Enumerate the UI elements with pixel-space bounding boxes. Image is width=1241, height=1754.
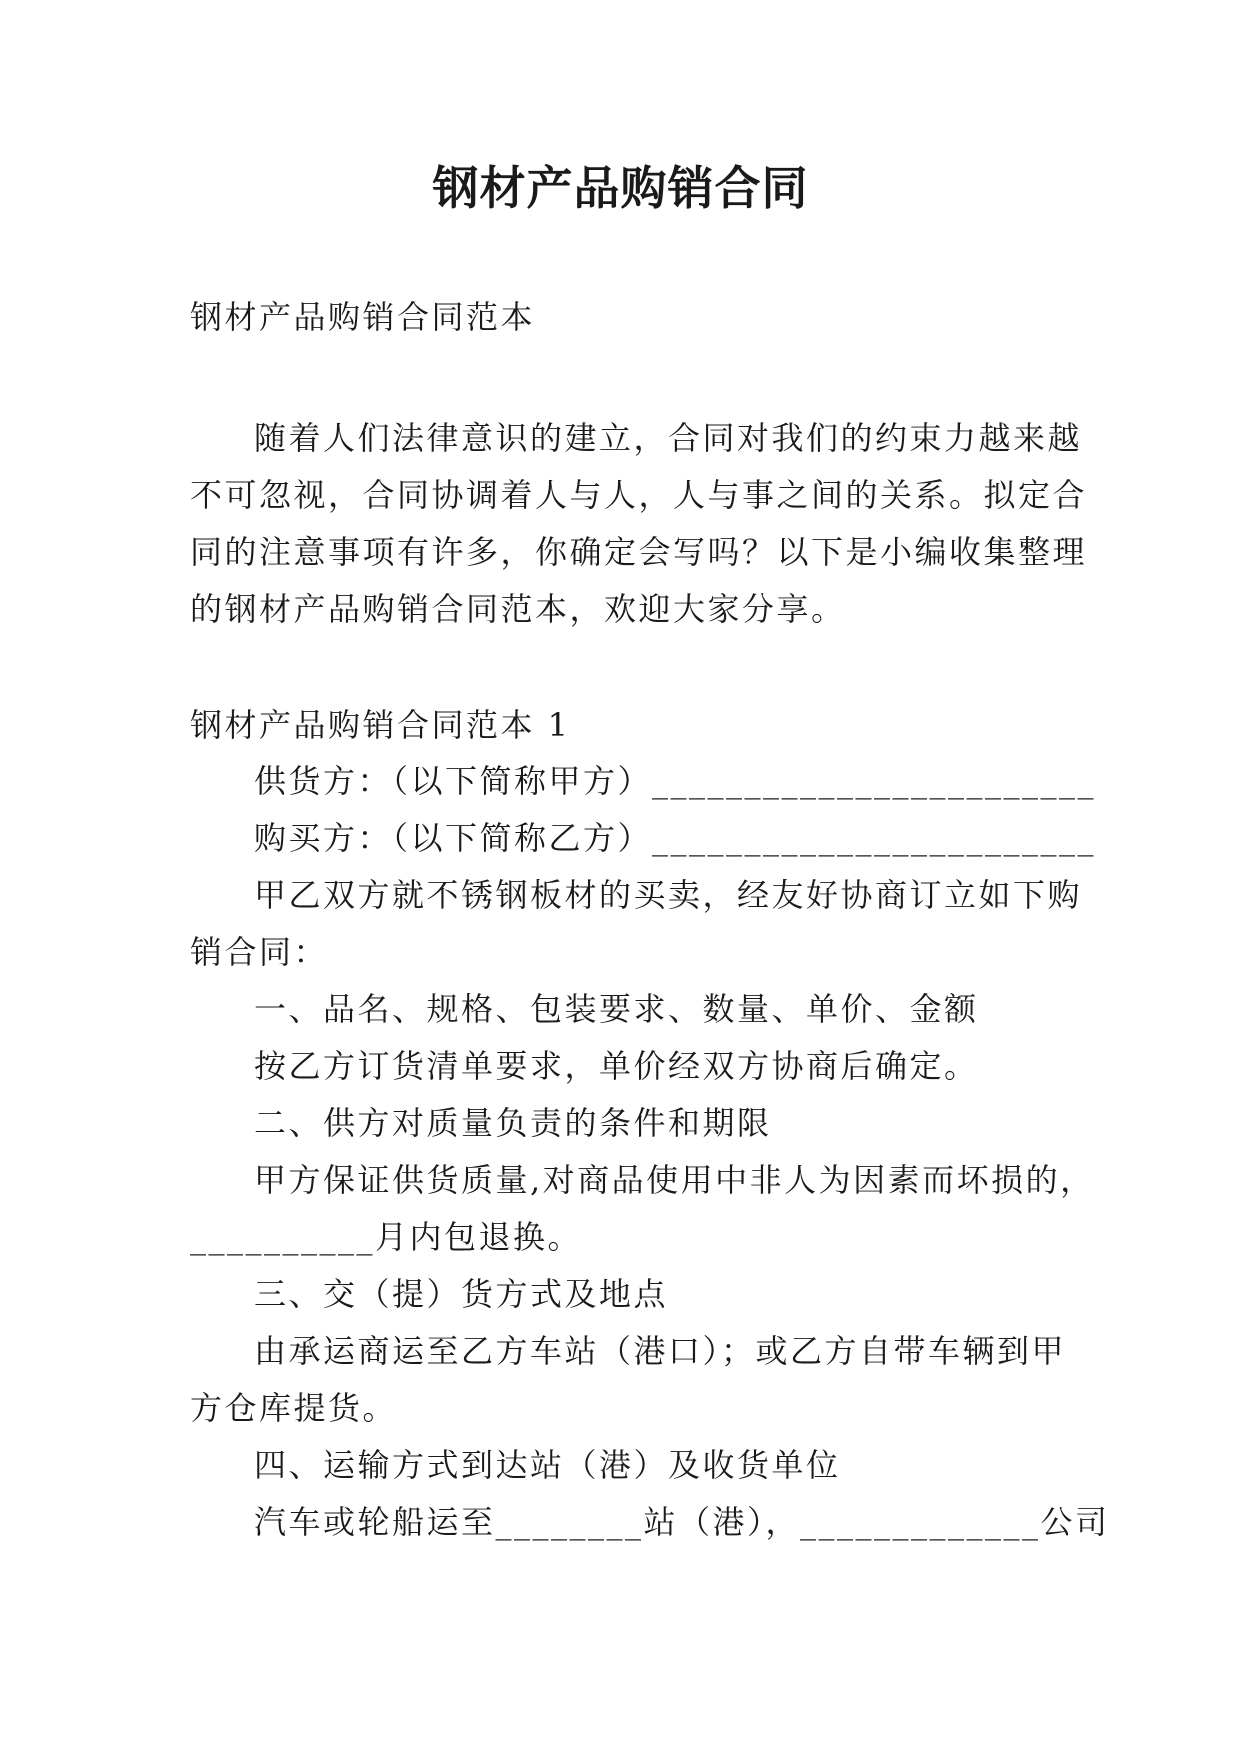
- clause-3-body-1: 由承运商运至乙方车站（港口）；或乙方自带车辆到甲: [254, 1332, 1067, 1370]
- supplier-line: 供货方：（以下简称甲方）________________________: [254, 762, 1097, 800]
- buyer-line: 购买方：（以下简称乙方）________________________: [254, 819, 1097, 857]
- document-title: 钢材产品购销合同: [432, 161, 809, 215]
- agreement-line-2: 销合同：: [190, 933, 329, 971]
- sample-heading: 钢材产品购销合同范本 1: [190, 706, 571, 744]
- clause-4-body-1: 汽车或轮船运至________站（港），_____________公司: [254, 1503, 1110, 1541]
- clause-1-body: 按乙方订货清单要求，单价经双方协商后确定。: [254, 1047, 979, 1085]
- clause-2-body-2: __________月内包退换。: [190, 1218, 583, 1256]
- clause-3-heading: 三、交（提）货方式及地点: [254, 1275, 669, 1313]
- intro-line-1: 随着人们法律意识的建立，合同对我们的约束力越来越: [254, 419, 1083, 457]
- subtitle-line: 钢材产品购销合同范本: [190, 298, 536, 336]
- clause-3-body-2: 方仓库提货。: [190, 1389, 398, 1427]
- clause-1-heading: 一、品名、规格、包装要求、数量、单价、金额: [254, 990, 979, 1028]
- intro-line-2: 不可忽视，合同协调着人与人，人与事之间的关系。拟定合: [190, 476, 1088, 514]
- intro-line-3: 同的注意事项有许多，你确定会写吗？以下是小编收集整理: [190, 533, 1088, 571]
- clause-2-body-1: 甲方保证供货质量,对商品使用中非人为因素而坏损的，: [254, 1161, 1095, 1199]
- intro-line-4: 的钢材产品购销合同范本，欢迎大家分享。: [190, 590, 846, 628]
- agreement-line-1: 甲乙双方就不锈钢板材的买卖，经友好协商订立如下购: [254, 876, 1083, 914]
- clause-2-heading: 二、供方对质量负责的条件和期限: [254, 1104, 772, 1142]
- clause-4-heading: 四、运输方式到达站（港）及收货单位: [254, 1446, 841, 1484]
